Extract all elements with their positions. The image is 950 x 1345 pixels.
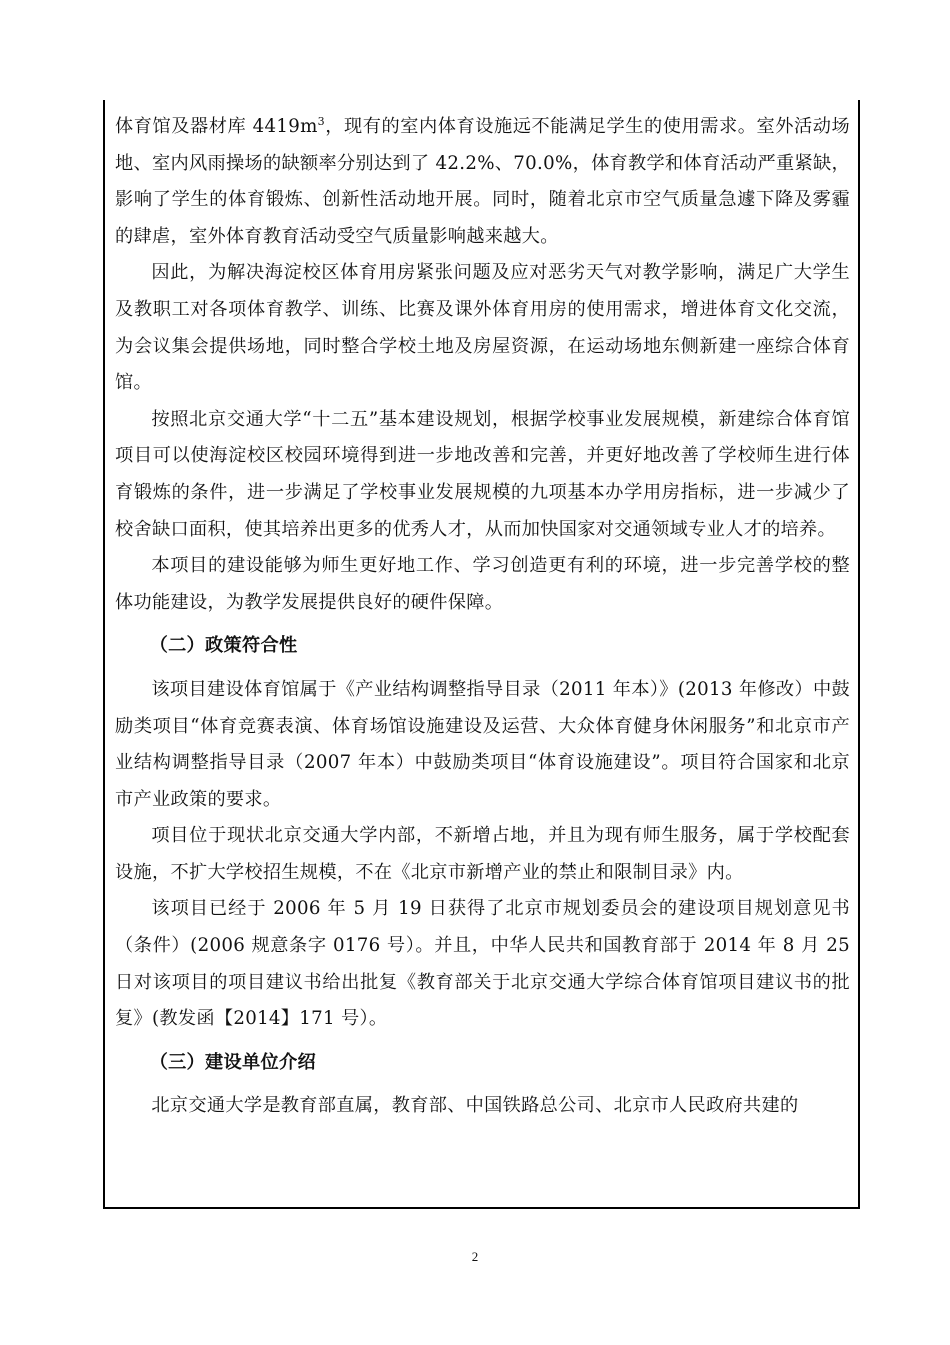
page-number: 2	[471, 1249, 479, 1264]
section-heading-policy: （二）政策符合性	[149, 635, 298, 657]
paragraph-7: 该项目已经于 2006 年 5 月 19 日获得了北京市规划委员会的建设项目规划意见书（条件）(2006 规意条字 0176 号）。并且，中华人民共和国教育部于 2014 年 8 月 25 日对该项目的项目建议书给出批复《教育部关于北京交通大学综合体育馆项目建议书的批复》(教发函【2014】171 号）。	[115, 898, 850, 1030]
paragraph-6: 项目位于现状北京交通大学内部，不新增占地，并且为现有师生服务，属于学校配套设施，不扩大学校招生规模，不在《北京市新增产业的禁止和限制目录》内。	[115, 825, 850, 883]
paragraph-8: 北京交通大学是教育部直属，教育部、中国铁路总公司、北京市人民政府共建的	[151, 1095, 799, 1117]
paragraph-4: 本项目的建设能够为师生更好地工作、学习创造更有利的环境，进一步完善学校的整体功能建设，为教学发展提供良好的硬件保障。	[115, 555, 850, 613]
paragraph-1-start: 体育馆及器材库 4419m	[115, 116, 318, 137]
paragraph-5: 该项目建设体育馆属于《产业结构调整指导目录（2011 年本）》(2013 年修改）中鼓励类项目“体育竞赛表演、体育场馆设施建设及运营、大众体育健身休闲服务”和北京市产业结构调整指导目录（2007 年本）中鼓励类项目“体育设施建设”。项目符合国家和北京市产业政策的要求。	[115, 678, 850, 810]
section-heading-builder: （三）建设单位介绍	[149, 1051, 316, 1073]
paragraph-2: 因此，为解决海淀校区体育用房紧张问题及应对恶劣天气对教学影响，满足广大学生及教职工对各项体育教学、训练、比赛及课外体育用房的使用需求，增进体育文化交流，为会议集会提供场地，同时整合学校土地及房屋资源，在运动场地东侧新建一座综合体育馆。	[115, 262, 850, 394]
superscript: 3	[317, 114, 325, 128]
paragraph-1	[115, 109, 850, 255]
paragraph-3: 按照北京交通大学“十二五”基本建设规划，根据学校事业发展规模，新建综合体育馆项目可以使海淀校区校园环境得到进一步地改善和完善，并更好地改善了学校师生进行体育锻炼的条件，进一步满足了学校事业发展规模的九项基本办学用房指标，进一步减少了校舍缺口面积，使其培养出更多的优秀人才，从而加快国家对交通领域专业人才的培养。	[115, 408, 850, 540]
document-body	[115, 109, 850, 1125]
paragraph-1-rest: ，现有的室内体育设施远不能满足学生的使用需求。室外活动场地、室内风雨操场的缺额率分别达到了 42.2%、70.0%，体育教学和体育活动严重紧缺，影响了学生的体育锻炼、创新性活动地开展。同时，随着北京市空气质量急遽下降及雾霾的肆虐，室外体育教育活动受空气质量影响越来越大。	[115, 116, 850, 247]
